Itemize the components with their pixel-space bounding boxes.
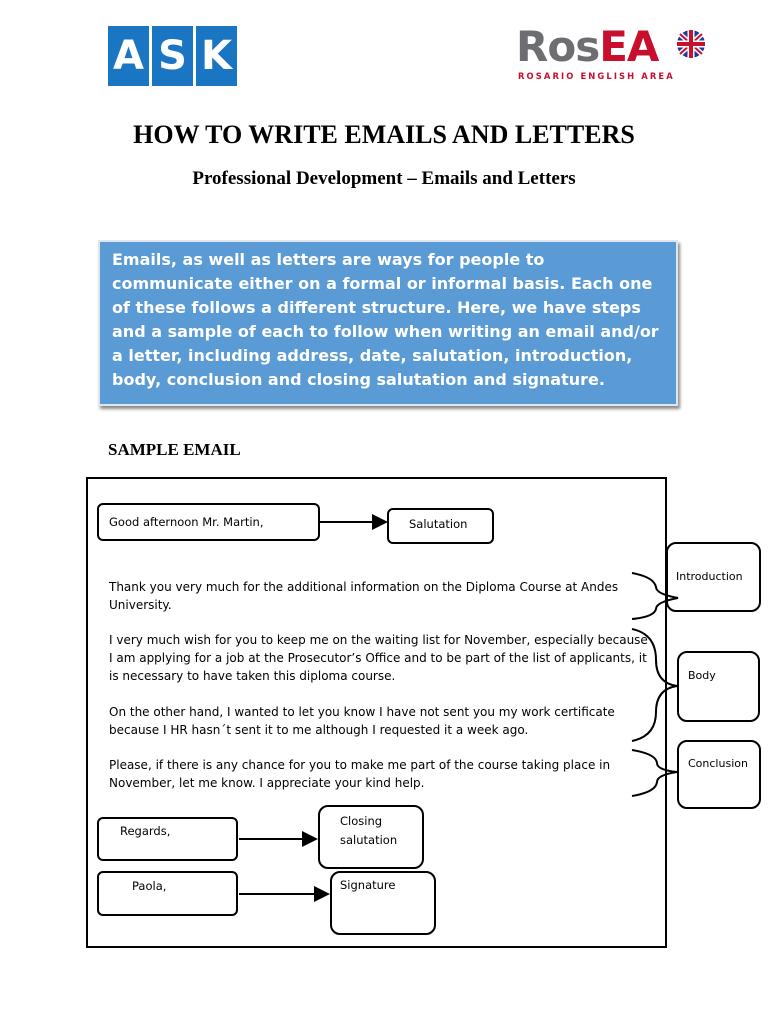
rosea-ros: Ros xyxy=(516,22,600,71)
email-body-paragraph: I very much wish for you to keep me on the waiting list for November, especially because I am applying for a job at the Prosecutor’s Office and to be part of the list of applicants, it is necessary to have taken this diploma course. xyxy=(109,633,648,683)
signature-label: Signature xyxy=(340,878,396,892)
body-brace xyxy=(632,629,677,741)
conclusion-brace xyxy=(632,750,677,796)
closing-text: Regards, xyxy=(120,824,171,838)
intro-callout: Emails, as well as letters are ways for people to communicate either on a formal or informal basis. Each one of these follows a different structure. Here, we have steps and a sample of each to follow when writing an email and/or a letter, including address, date, salutation, introduction, body, conclusion and closing salutation and signature. xyxy=(98,240,678,406)
rosea-ea: EA xyxy=(599,22,659,71)
ask-logo-letter: K xyxy=(196,26,237,86)
page-title: HOW TO WRITE EMAILS AND LETTERS xyxy=(133,120,635,149)
page-subtitle: Professional Development – Emails and Letters xyxy=(192,168,576,189)
closing-label-line2: salutation xyxy=(340,833,398,847)
salutation-label: Salutation xyxy=(409,517,468,531)
email-body-paragraph-2: On the other hand, I wanted to let you know I have not sent you my work certificate because I HR hasn´t sent it to me although I requested it a week ago. xyxy=(109,705,615,737)
ask-logo-letter: S xyxy=(152,26,193,86)
email-introduction-paragraph: Thank you very much for the additional information on the Diploma Course at Andes University. xyxy=(109,580,619,612)
rosea-tagline: ROSARIO ENGLISH AREA xyxy=(518,71,675,81)
introduction-brace xyxy=(632,573,678,619)
body-label: Body xyxy=(688,669,716,682)
greeting-text: Good afternoon Mr. Martin, xyxy=(109,515,264,529)
sample-email-heading: SAMPLE EMAIL xyxy=(108,440,241,459)
conclusion-label: Conclusion xyxy=(688,757,748,770)
signature-text: Paola, xyxy=(132,879,167,893)
email-conclusion-paragraph: Please, if there is any chance for you to make me part of the course taking place in November, let me know. I appreciate your kind help. xyxy=(109,758,611,790)
introduction-label: Introduction xyxy=(676,570,743,583)
ask-logo-letter: A xyxy=(108,26,149,86)
closing-label-line1: Closing xyxy=(340,814,383,828)
